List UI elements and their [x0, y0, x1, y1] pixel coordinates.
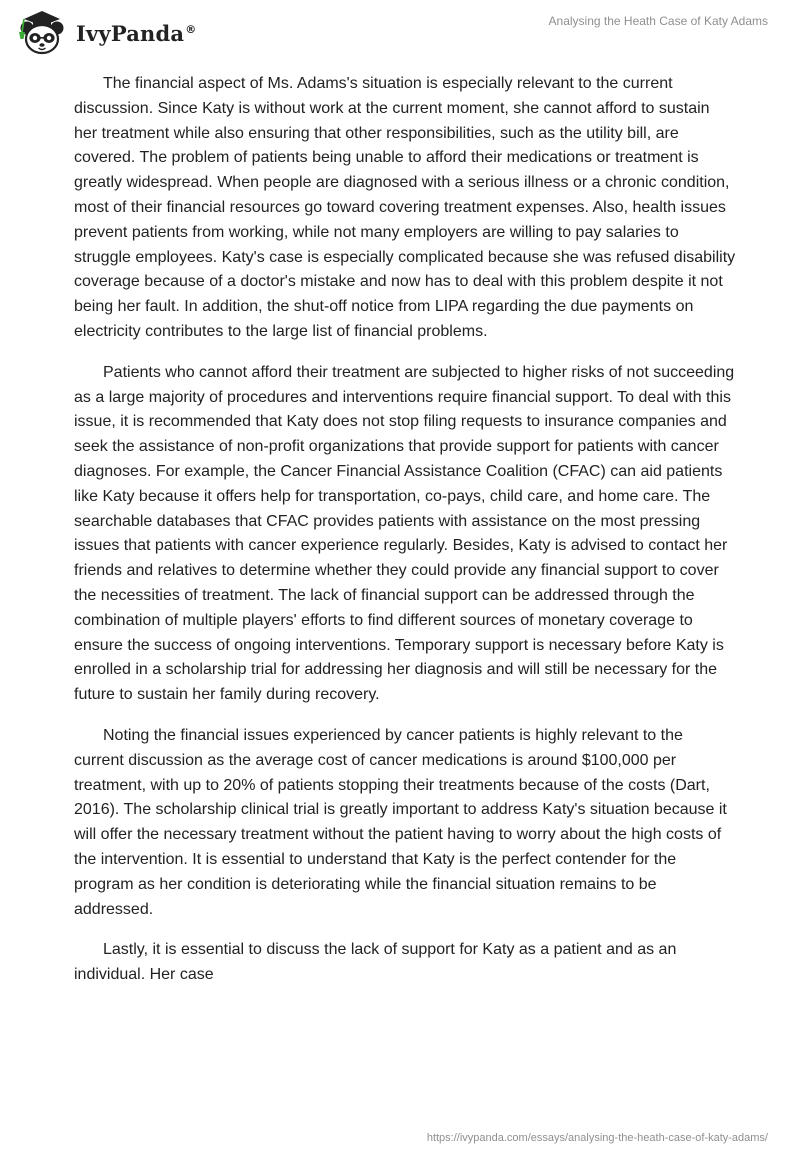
page-header — [0, 0, 800, 66]
site-logo[interactable] — [14, 8, 196, 58]
brand-name: IvyPanda® — [76, 20, 197, 46]
registered-mark: ® — [185, 22, 197, 36]
source-url[interactable]: https://ivypanda.com/essays/analysing-the-heath-case-of-katy-adams/ — [426, 1132, 768, 1144]
paragraph-1: The financial aspect of Ms. Adams's situation is especially relevant to the current discussion. Since Katy is without work at the current moment, she cannot afford to sustain her treatment while also ensuring that other responsibilities, such as the utility bill, are covered. The problem of patients being unable to afford their medications or treatment is greatly widespread. When people are diagnosed with a serious illness or a chronic condition, most of their financial resources go toward covering treatment expenses. Also, health issues prevent patients from working, while not many employers are willing to pay salaries to struggle employees. Katy's case is especially complicated because she was refused disability coverage because of a doctor's mistake and now has to deal with this problem despite it not being her fault. In addition, the shut-off notice from LIPA regarding the due payments on electricity contributes to the large list of financial problems. — [74, 75, 736, 340]
panda-graduation-cap-icon — [14, 8, 70, 58]
essay-body — [74, 72, 736, 1004]
paragraph-3: Noting the financial issues experienced by cancer patients is highly relevant to the current discussion as the average cost of cancer medications is around $100,000 per treatment, with up to 20% of patients stopping their treatments because of the costs (Dart, 2016). The scholarship clinical trial is greatly important to address Katy's situation because it will offer the necessary treatment without the patient having to worry about the high costs of the intervention. It is essential to understand that Katy is the perfect contender for the program as her condition is deteriorating while the financial situation remains to be addressed. — [74, 726, 727, 918]
document-title: Analysing the Heath Case of Katy Adams — [548, 14, 768, 28]
paragraph-2: Patients who cannot afford their treatment are subjected to higher risks of not succeeding as a large majority of procedures and interventions require financial support. To deal with this issue, it is recommended that Katy does not stop filing requests to insurance companies and seek the assistance of non-profit organizations that provide support for patients with cancer diagnoses. For example, the Cancer Financial Assistance Coalition (CFAC) can aid patients like Katy because it offers help for transportation, co-pays, child care, and home care. The searchable databases that CFAC provides patients with assistance on the most pressing issues that patients with cancer experience regularly. Besides, Katy is advised to contact her friends and relatives to determine whether they could provide any financial support to cover the necessities of treatment. The lack of financial support can be addressed through the combination of multiple players' efforts to find different sources of monetary coverage to ensure the success of ongoing interventions. Temporary support is necessary before Katy is enrolled in a scholarship trial for addressing her diagnosis and will still be necessary for the future to sustain her family during recovery. — [74, 363, 735, 704]
paragraph-4: Lastly, it is essential to discuss the lack of support for Katy as a patient and as an individual. Her case — [74, 941, 677, 984]
